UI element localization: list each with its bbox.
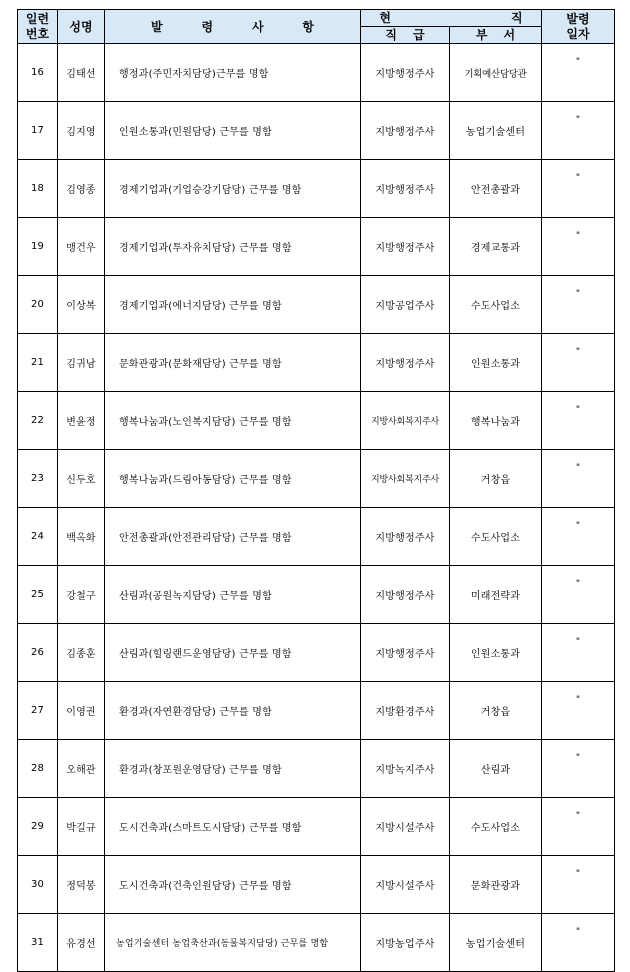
rank-cell: 지방행정주사 — [361, 508, 450, 566]
name-cell: 맹건우 — [58, 218, 105, 276]
rank-header: 직 급 — [361, 27, 450, 44]
order-date-cell: " — [542, 508, 615, 566]
department-cell: 수도사업소 — [450, 508, 542, 566]
name-cell: 변윤정 — [58, 392, 105, 450]
order-detail-cell: 행복나눔과(드림아동담당) 근무를 명함 — [105, 450, 361, 508]
serial-number-cell: 28 — [18, 740, 58, 798]
rank-cell: 지방행정주사 — [361, 44, 450, 102]
order-date-cell: " — [542, 856, 615, 914]
table-row — [18, 44, 615, 102]
order-detail-cell: 안전총괄과(안전관리담당) 근무를 명함 — [105, 508, 361, 566]
department-cell: 인원소통과 — [450, 334, 542, 392]
name-cell: 강철구 — [58, 566, 105, 624]
order-detail-cell: 농업기술센터 농업축산과(동물복지담당) 근무를 명함 — [105, 914, 361, 972]
serial-number-cell: 23 — [18, 450, 58, 508]
table-row — [18, 218, 615, 276]
order-detail-cell: 행복나눔과(노인복지담당) 근무를 명함 — [105, 392, 361, 450]
table-row — [18, 682, 615, 740]
department-cell: 농업기술센터 — [450, 914, 542, 972]
order-detail-cell: 환경과(창포원운영담당) 근무를 명함 — [105, 740, 361, 798]
serial-number-cell: 31 — [18, 914, 58, 972]
name-header: 성명 — [58, 10, 105, 44]
rank-cell: 지방행정주사 — [361, 218, 450, 276]
department-cell: 거창읍 — [450, 682, 542, 740]
serial-number-cell: 24 — [18, 508, 58, 566]
rank-cell: 지방행정주사 — [361, 334, 450, 392]
rank-cell: 지방행정주사 — [361, 624, 450, 682]
table-row — [18, 276, 615, 334]
order-detail-cell: 환경과(자연환경담당) 근무를 명함 — [105, 682, 361, 740]
serial-number-cell: 26 — [18, 624, 58, 682]
name-cell: 이영권 — [58, 682, 105, 740]
serial-number-cell: 25 — [18, 566, 58, 624]
department-cell: 수도사업소 — [450, 798, 542, 856]
department-cell: 문화관광과 — [450, 856, 542, 914]
serial-number-cell: 16 — [18, 44, 58, 102]
rank-cell: 지방환경주사 — [361, 682, 450, 740]
order-date-cell: " — [542, 798, 615, 856]
order-date-cell: " — [542, 740, 615, 798]
name-cell: 유경선 — [58, 914, 105, 972]
order-date-cell: " — [542, 276, 615, 334]
table-row — [18, 334, 615, 392]
name-cell: 박길규 — [58, 798, 105, 856]
order-detail-cell: 인원소통과(민원담당) 근무를 명함 — [105, 102, 361, 160]
table-row — [18, 740, 615, 798]
table-row — [18, 450, 615, 508]
table-row — [18, 566, 615, 624]
serial-number-cell: 18 — [18, 160, 58, 218]
personnel-order-table — [17, 9, 615, 972]
table-row — [18, 102, 615, 160]
order-date-cell: " — [542, 566, 615, 624]
table-row — [18, 508, 615, 566]
serial-number-cell: 29 — [18, 798, 58, 856]
order-date-header: 발령 일자 — [542, 10, 615, 44]
rank-cell: 지방녹지주사 — [361, 740, 450, 798]
name-cell: 이상복 — [58, 276, 105, 334]
order-date-cell: " — [542, 218, 615, 276]
order-detail-cell: 경제기업과(기업승강기담당) 근무를 명함 — [105, 160, 361, 218]
table-row — [18, 160, 615, 218]
order-detail-cell: 산림과(공원녹지담당) 근무를 명함 — [105, 566, 361, 624]
serial-number-header: 일련 번호 — [18, 10, 58, 44]
serial-number-cell: 17 — [18, 102, 58, 160]
department-cell: 기획예산담당관 — [450, 44, 542, 102]
serial-number-cell: 19 — [18, 218, 58, 276]
table-row — [18, 856, 615, 914]
order-detail-cell: 경제기업과(에너지담당) 근무를 명함 — [105, 276, 361, 334]
department-cell: 산림과 — [450, 740, 542, 798]
order-detail-cell: 문화관광과(문화재담당) 근무를 명함 — [105, 334, 361, 392]
rank-cell: 지방행정주사 — [361, 102, 450, 160]
department-cell: 안전총괄과 — [450, 160, 542, 218]
name-cell: 정덕봉 — [58, 856, 105, 914]
name-cell: 김태선 — [58, 44, 105, 102]
order-detail-cell: 행정과(주민자치담당)근무를 명함 — [105, 44, 361, 102]
department-cell: 경제교통과 — [450, 218, 542, 276]
name-cell: 신두호 — [58, 450, 105, 508]
order-date-cell: " — [542, 334, 615, 392]
table-row — [18, 914, 615, 972]
rank-cell: 지방행정주사 — [361, 566, 450, 624]
order-date-cell: " — [542, 392, 615, 450]
department-cell: 인원소통과 — [450, 624, 542, 682]
order-date-cell: " — [542, 682, 615, 740]
department-cell: 거창읍 — [450, 450, 542, 508]
name-cell: 김종훈 — [58, 624, 105, 682]
order-detail-cell: 도시건축과(스마트도시담당) 근무를 명함 — [105, 798, 361, 856]
department-cell: 농업기술센터 — [450, 102, 542, 160]
department-header: 부 서 — [450, 27, 542, 44]
name-cell: 김귀남 — [58, 334, 105, 392]
name-cell: 백옥화 — [58, 508, 105, 566]
order-date-cell: " — [542, 160, 615, 218]
order-date-cell: " — [542, 914, 615, 972]
rank-cell: 지방공업주사 — [361, 276, 450, 334]
name-cell: 김영종 — [58, 160, 105, 218]
rank-cell: 지방농업주사 — [361, 914, 450, 972]
rank-cell: 지방행정주사 — [361, 160, 450, 218]
serial-number-cell: 27 — [18, 682, 58, 740]
rank-cell: 지방사회복지주사 — [361, 392, 450, 450]
serial-number-cell: 22 — [18, 392, 58, 450]
order-date-cell: " — [542, 102, 615, 160]
table-body — [18, 44, 615, 972]
rank-cell: 지방시설주사 — [361, 798, 450, 856]
table-row — [18, 798, 615, 856]
department-cell: 행복나눔과 — [450, 392, 542, 450]
order-header: 발 령 사 항 — [105, 10, 361, 44]
rank-cell: 지방사회복지주사 — [361, 450, 450, 508]
order-date-cell: " — [542, 44, 615, 102]
department-cell: 미래전략과 — [450, 566, 542, 624]
serial-number-cell: 30 — [18, 856, 58, 914]
rank-cell: 지방시설주사 — [361, 856, 450, 914]
table-header — [18, 10, 615, 44]
order-date-cell: " — [542, 624, 615, 682]
current-position-header: 현 직 — [361, 10, 542, 27]
table-row — [18, 392, 615, 450]
name-cell: 김지영 — [58, 102, 105, 160]
serial-number-cell: 21 — [18, 334, 58, 392]
order-date-cell: " — [542, 450, 615, 508]
order-detail-cell: 경제기업과(투자유치담당) 근무를 명함 — [105, 218, 361, 276]
order-detail-cell: 산림과(힐링랜드운영담당) 근무를 명함 — [105, 624, 361, 682]
serial-number-cell: 20 — [18, 276, 58, 334]
table-row — [18, 624, 615, 682]
name-cell: 오해관 — [58, 740, 105, 798]
department-cell: 수도사업소 — [450, 276, 542, 334]
order-detail-cell: 도시건축과(건축인원담당) 근무를 명함 — [105, 856, 361, 914]
